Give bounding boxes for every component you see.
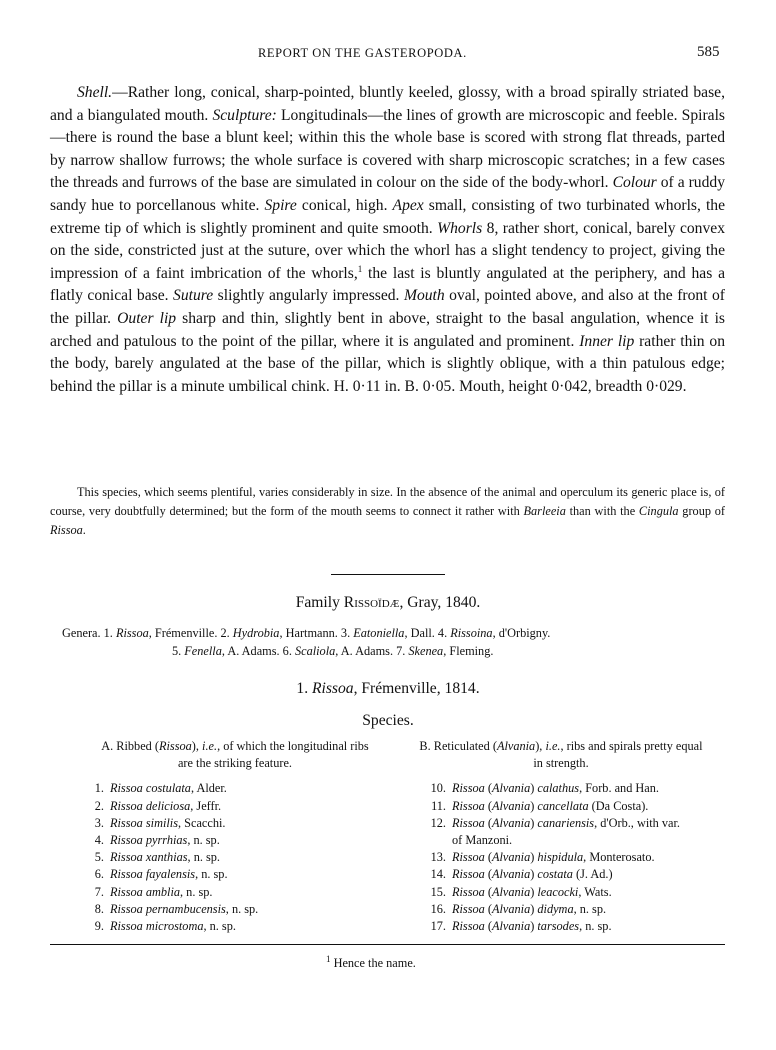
genera-line-1 (62, 624, 717, 642)
paren: ) (530, 815, 538, 830)
species-name: Rissoa pernambucensis (110, 901, 226, 916)
species-number: 3. (94, 815, 104, 830)
text-run: ), (535, 739, 546, 753)
subgenus-part: Alvania (491, 884, 531, 899)
paren: ( (484, 919, 492, 934)
species-number: 17. (430, 919, 446, 934)
species-item (82, 780, 382, 797)
italic-term: i.e. (545, 739, 561, 753)
italic-term: Colour (612, 174, 657, 192)
italic-term: Spire (264, 196, 297, 214)
paren: ( (484, 781, 492, 796)
species-item (418, 866, 728, 883)
text-run: , A. Adams. 7. (335, 644, 409, 658)
section-divider (331, 574, 445, 575)
genus-part: Rissoa (452, 901, 485, 916)
text-run: small, consisting of two turbinated whorls, the extreme tip of which is slightly prominent and quite smooth. (50, 196, 725, 237)
species-name: didyma (537, 901, 574, 916)
species-item (82, 832, 382, 849)
species-authority: , n. sp. (195, 867, 228, 882)
species-number: 2. (94, 798, 104, 813)
species-name: calathus (537, 781, 580, 796)
species-authority: , n. sp. (203, 919, 236, 934)
subgenus-part: Alvania (491, 815, 531, 830)
text-run: , Frémenville. 2. (148, 626, 233, 640)
shell-description (50, 82, 725, 398)
italic-term: Eatoniella (353, 626, 405, 640)
text-run: This species, which seems plentiful, varies considerably in size. In the absence of the animal and operculum its generic place is, of course, very doubtfully determined; but the form of the mouth seems to connect it rather with (50, 485, 725, 518)
genus-name: Rissoa (311, 680, 354, 697)
genus-part: Rissoa (452, 815, 485, 830)
species-authority: , n. sp. (573, 901, 607, 916)
italic-term: Rissoa (159, 739, 192, 753)
subgenus-part: Alvania (491, 901, 531, 916)
paren: ) (530, 867, 538, 882)
species-authority: , Scacchi. (178, 815, 226, 830)
species-item (418, 884, 728, 901)
text-run: , ribs and spirals pretty equal in strength. (533, 739, 703, 771)
paren: ) (530, 781, 538, 796)
species-authority: , Jeffr. (190, 798, 222, 813)
species-item (418, 798, 728, 815)
genera-line-2 (62, 642, 717, 660)
species-name: canariensis (537, 815, 595, 830)
subgenus-part: Alvania (491, 919, 531, 934)
species-authority: , Wats. (578, 884, 612, 899)
genus-part: Rissoa (452, 867, 485, 882)
species-authority: , Alder. (190, 781, 227, 796)
species-authority: , n. sp. (225, 901, 259, 916)
species-number: 5. (94, 850, 104, 865)
species-number: 6. (94, 867, 104, 882)
species-number: 7. (94, 884, 104, 899)
species-authority: (Da Costa). (588, 798, 649, 813)
italic-term: Fenella (184, 644, 222, 658)
species-name: leacocki (537, 884, 579, 899)
species-authority: , Forb. and Han. (579, 781, 659, 796)
species-item (418, 918, 728, 935)
text-run: , of which the longitudinal ribs are the striking feature. (177, 739, 369, 771)
text-run: group of (678, 504, 725, 518)
italic-term: Hydrobia (232, 626, 280, 640)
family-heading (0, 594, 776, 612)
species-item (418, 849, 728, 866)
species-number: 10. (430, 781, 446, 796)
genus-part: Rissoa (452, 884, 485, 899)
paren: ( (484, 850, 492, 865)
group-a-list (82, 780, 382, 935)
family-authority: , Gray, 1840. (399, 594, 481, 611)
text-run: A. Ribbed ( (101, 739, 159, 753)
text-run: Genera. 1. (62, 626, 116, 640)
species-number: 11. (431, 798, 446, 813)
italic-term: Rissoina (450, 626, 493, 640)
text-run: 8, rather short, conical, barely convex on the side, constricted just at the suture, over which the whorl has a slight tendency to project, giving the impression of a faint imbrication of the whorls, (50, 219, 725, 282)
footnote-ref: 1 (357, 263, 363, 274)
group-b-list (418, 780, 728, 935)
species-authority: , d'Orb., with var. (594, 815, 680, 830)
paren: ) (530, 901, 538, 916)
text-run: —Rather long, conical, sharp-pointed, bluntly keeled, glossy, with a broad spirally striated base, and a biangulated mouth. (50, 84, 725, 124)
running-title: REPORT ON THE GASTEROPODA. (258, 46, 467, 60)
text-run: ), (191, 739, 203, 753)
genus-part: Rissoa (452, 798, 485, 813)
species-item (82, 815, 382, 832)
italic-term: Skenea (408, 644, 444, 658)
genera-list (62, 624, 717, 660)
species-authority: , n. sp. (187, 833, 220, 848)
species-number: 9. (94, 919, 104, 934)
species-name: Rissoa pyrrhias (110, 833, 188, 848)
italic-term: Outer lip (117, 309, 177, 327)
paren: ( (484, 884, 492, 899)
text-run: 5. (172, 644, 185, 658)
subgenus-part: Alvania (491, 867, 531, 882)
paren: ( (484, 815, 492, 830)
species-authority: , n. sp. (579, 919, 612, 934)
species-name: tarsodes (537, 919, 580, 934)
genus-part: Rissoa (452, 919, 485, 934)
footnote-text: Hence the name. (330, 956, 416, 970)
species-name: hispidula (537, 850, 584, 865)
text-run: B. Reticulated ( (419, 739, 497, 753)
species-number: 4. (94, 833, 104, 848)
species-item (82, 866, 382, 883)
group-a-heading (82, 738, 370, 772)
species-number: 15. (430, 884, 446, 899)
group-b-column (418, 738, 728, 935)
paren: ) (530, 919, 538, 934)
text-run: . (82, 523, 86, 537)
subgenus-part: Alvania (491, 781, 531, 796)
text-run: oval, pointed above, and also at the front of the pillar. (50, 287, 726, 327)
footnote-mark: 1 (326, 953, 331, 964)
text-run: sharp and thin, slightly bent in above, straight to the basal angulation, whence it is arched and patulous to the point of the pillar, where it is angulated and prominent. (50, 309, 725, 350)
species-item-continuation: of Manzoni. (452, 833, 513, 848)
italic-term: Alvania (496, 739, 536, 753)
species-authority: , n. sp. (187, 850, 221, 865)
species-item (82, 798, 382, 815)
paren: ( (484, 867, 492, 882)
footnote (326, 953, 416, 971)
remark-paragraph (50, 483, 725, 540)
species-number: 16. (430, 901, 446, 916)
species-remark (50, 483, 725, 540)
description-paragraph (50, 82, 725, 398)
species-item (418, 815, 728, 832)
paren: ) (530, 798, 538, 813)
family-word: Family (295, 594, 340, 611)
species-name: Rissoa amblia (110, 884, 181, 899)
species-name: cancellata (537, 798, 589, 813)
subgenus-part: Alvania (491, 798, 531, 813)
genus-part: Rissoa (452, 781, 485, 796)
species-number: 14. (430, 867, 446, 882)
text-run: conical, high. (296, 196, 393, 214)
paren: ) (530, 850, 538, 865)
species-number: 1. (94, 781, 104, 796)
text-run: slightly angularly impressed. (213, 287, 404, 305)
paren: ) (530, 884, 538, 899)
species-item (82, 918, 382, 935)
italic-term: Sculpture: (212, 106, 277, 124)
genus-authority: , Frémenville, 1814. (353, 680, 480, 697)
species-item (418, 780, 728, 797)
text-run: , A. Adams. 6. (221, 644, 295, 658)
italic-term: Shell. (77, 84, 113, 101)
text-run: of a ruddy sandy hue to porcellanous white. (50, 174, 725, 214)
paren: ( (484, 798, 492, 813)
species-name: costata (537, 867, 573, 882)
text-run: , Hartmann. 3. (279, 626, 354, 640)
species-item (82, 849, 382, 866)
species-number: 12. (430, 815, 446, 830)
page-number: 585 (697, 44, 720, 60)
italic-term: Cingula (638, 504, 679, 518)
species-heading: Species. (362, 712, 414, 729)
text-run: , Dall. 4. (404, 626, 451, 640)
family-name: Rissoïdæ (343, 594, 400, 611)
group-b-heading (418, 738, 704, 772)
species-name: Rissoa deliciosa (110, 798, 191, 813)
italic-term: Scaliola (294, 644, 336, 658)
species-number: 13. (430, 850, 446, 865)
italic-term: Whorls (437, 219, 483, 237)
species-number: 8. (94, 901, 104, 916)
text-run: , Fleming. (443, 644, 494, 658)
group-a-column (82, 738, 382, 935)
text-run: Longitudinals—the lines of growth are microscopic and feeble. Spirals—there is round the base a blunt keel; within this the whole base is scored with strong flat threads, parted by narrow shallow furrows; the whole surface is covered with sharp microscopic scratches; in a few cases the threads and furrows of the base are simulated in colour on the side of the body-whorl. (50, 106, 725, 192)
species-name: Rissoa costulata (110, 781, 191, 796)
species-name: Rissoa fayalensis (110, 867, 196, 882)
italic-term: Inner lip (579, 332, 635, 350)
species-item (82, 884, 382, 901)
species-item (82, 901, 382, 918)
text-run: the last is bluntly angulated at the periphery, and has a flatly conical base. (50, 264, 726, 305)
species-authority: , Monterosato. (583, 850, 655, 865)
italic-term: Mouth (403, 287, 445, 305)
italic-term: Suture (173, 287, 214, 305)
genus-part: Rissoa (452, 850, 485, 865)
italic-term: i.e. (202, 739, 218, 753)
italic-term: Rissoa (50, 523, 83, 537)
paren: ( (484, 901, 492, 916)
text-run: , d'Orbigny. (492, 626, 551, 640)
text-run: rather thin on the body, barely angulated at the base of the pillar, which is slightly oblique, with a thin patulous edge; behind the pillar is a minute umbilical chink. H. 0·11 in. B. 0·05. Mouth, height 0·042, breadth 0·029. (50, 332, 725, 395)
species-item (418, 901, 728, 918)
genus-heading (0, 680, 776, 698)
genus-number: 1. (296, 680, 312, 697)
species-name: Rissoa xanthias (110, 850, 188, 865)
italic-term: Barleeia (523, 504, 566, 518)
species-name: Rissoa microstoma (110, 919, 204, 934)
species-name: Rissoa similis (110, 815, 178, 830)
subgenus-part: Alvania (491, 850, 531, 865)
species-authority: (J. Ad.) (572, 867, 613, 882)
italic-term: Apex (392, 196, 424, 214)
italic-term: Rissoa (115, 626, 149, 640)
footnote-rule (50, 944, 725, 945)
text-run: than with the (565, 504, 639, 518)
species-authority: , n. sp. (180, 884, 213, 899)
